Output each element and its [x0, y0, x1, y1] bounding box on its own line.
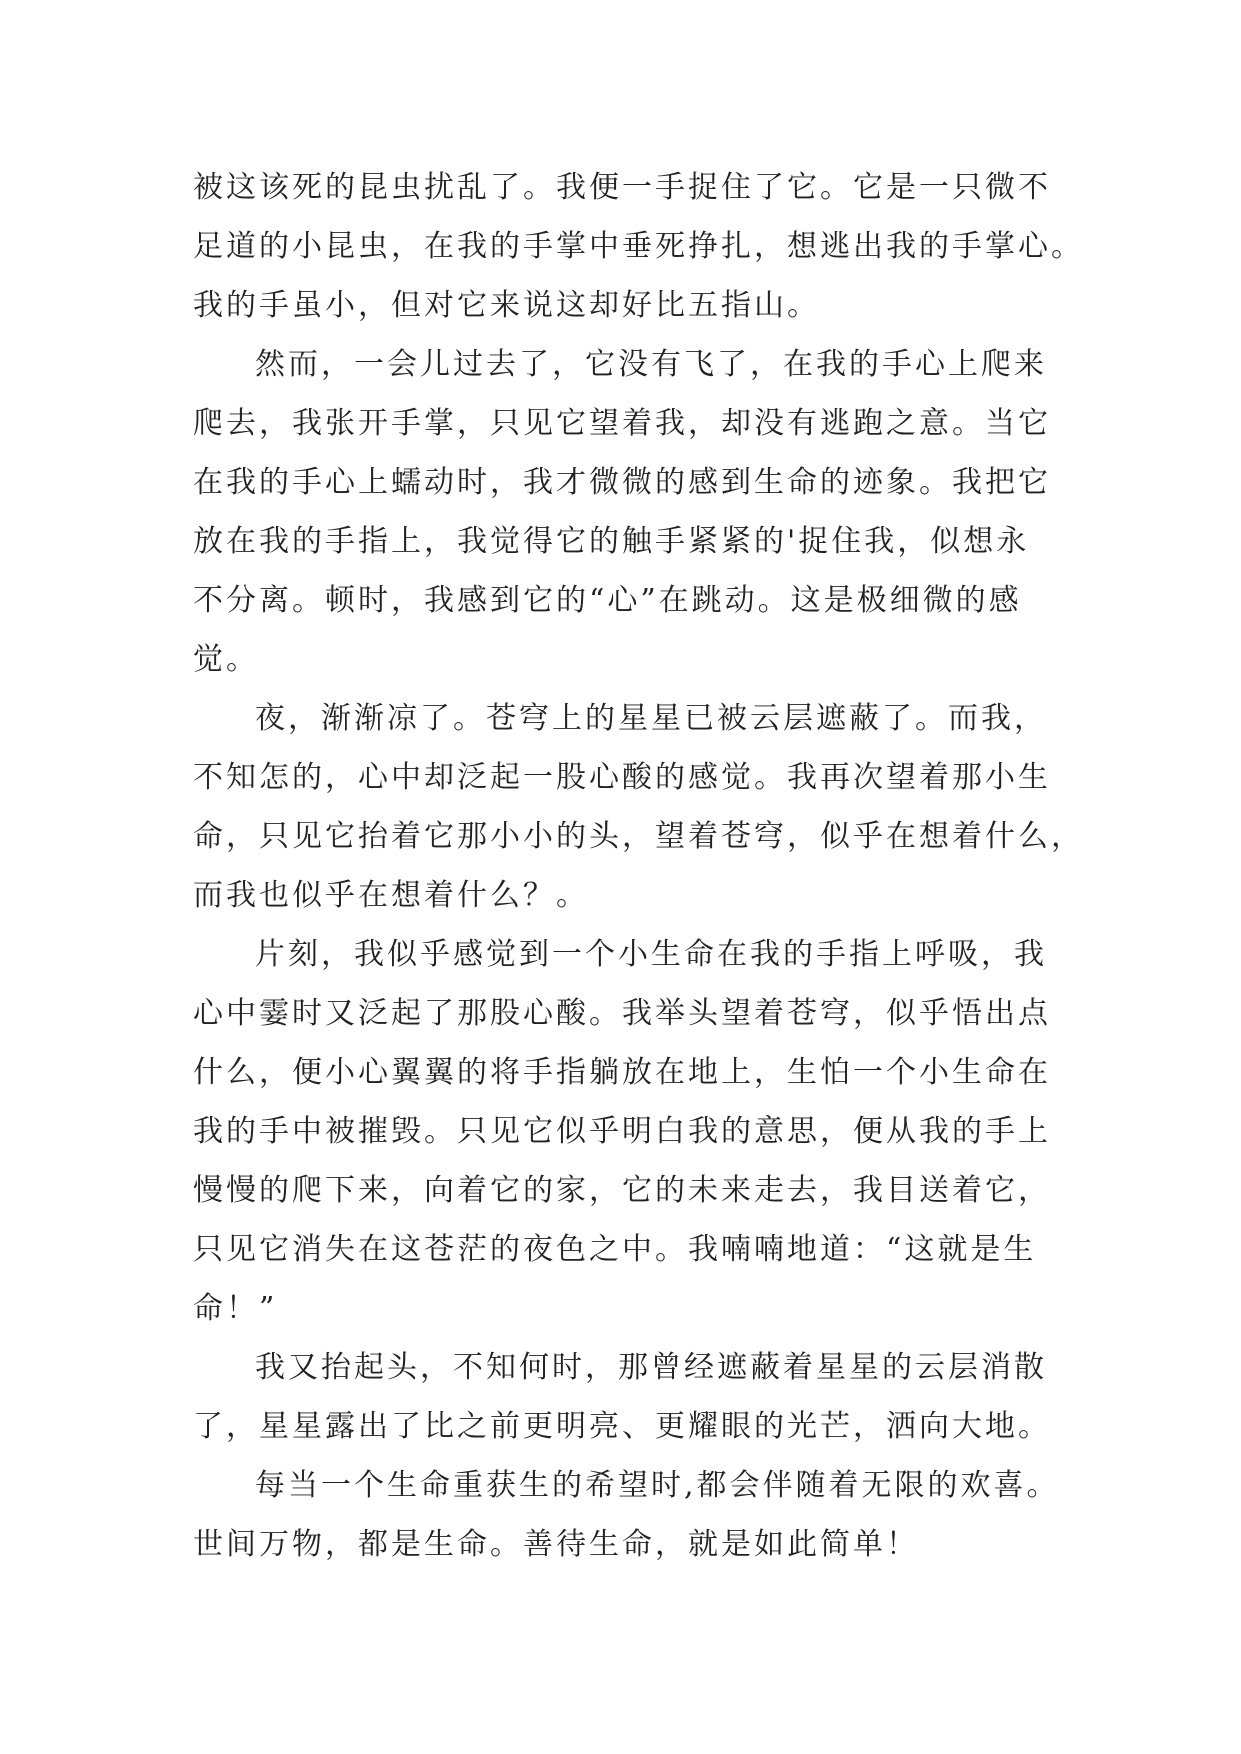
text-line: 足道的小昆虫，在我的手掌中垂死挣扎，想逃出我的手掌心。: [193, 229, 1084, 264]
text-line: 不分离。顿时，我感到它的“心”在跳动。这是极细微的感: [193, 583, 1022, 618]
text-line: 只见它消失在这苍茫的夜色之中。我喃喃地道：“这就是生: [193, 1232, 1037, 1267]
text-line: 我的手中被摧毁。只见它似乎明白我的意思，便从我的手上: [193, 1114, 1051, 1149]
text-line: 不知怎的，心中却泛起一股心酸的感觉。我再次望着那小生: [193, 760, 1051, 795]
text-line: 世间万物，都是生命。善待生命，就是如此简单！: [193, 1527, 919, 1562]
text-line: 命，只见它抬着它那小小的头，望着苍穹，似乎在想着什么，: [193, 819, 1084, 854]
paragraph-first-line: 每当一个生命重获生的希望时,都会伴随着无限的欢喜。: [255, 1468, 1060, 1503]
text-line: 放在我的手指上，我觉得它的触手紧紧的'捉住我，似想永: [193, 524, 1030, 559]
paragraph-first-line: 我又抬起头，不知何时，那曾经遮蔽着星星的云层消散: [255, 1350, 1047, 1385]
text-line: 觉。: [193, 642, 259, 677]
paragraph-first-line: 片刻，我似乎感觉到一个小生命在我的手指上呼吸，我: [255, 937, 1047, 972]
text-line: 心中霎时又泛起了那股心酸。我举头望着苍穹，似乎悟出点: [193, 996, 1051, 1031]
text-line: 我的手虽小，但对它来说这却好比五指山。: [193, 288, 820, 323]
paragraph-first-line: 夜，渐渐凉了。苍穹上的星星已被云层遮蔽了。而我，: [255, 701, 1047, 736]
text-line: 命！”: [193, 1291, 278, 1326]
text-line: 爬去，我张开手掌，只见它望着我，却没有逃跑之意。当它: [193, 406, 1051, 441]
text-line: 被这该死的昆虫扰乱了。我便一手捉住了它。它是一只微不: [193, 170, 1051, 205]
text-line: 而我也似乎在想着什么？。: [193, 878, 589, 913]
text-line: 了，星星露出了比之前更明亮、更耀眼的光芒，洒向大地。: [193, 1409, 1051, 1444]
text-line: 慢慢的爬下来，向着它的家，它的未来走去，我目送着它，: [193, 1173, 1051, 1208]
body-text: [193, 158, 1084, 1574]
text-line: 在我的手心上蠕动时，我才微微的感到生命的迹象。我把它: [193, 465, 1051, 500]
text-line: 什么，便小心翼翼的将手指躺放在地上，生怕一个小生命在: [193, 1055, 1051, 1090]
paragraph-first-line: 然而，一会儿过去了，它没有飞了，在我的手心上爬来: [255, 347, 1047, 382]
